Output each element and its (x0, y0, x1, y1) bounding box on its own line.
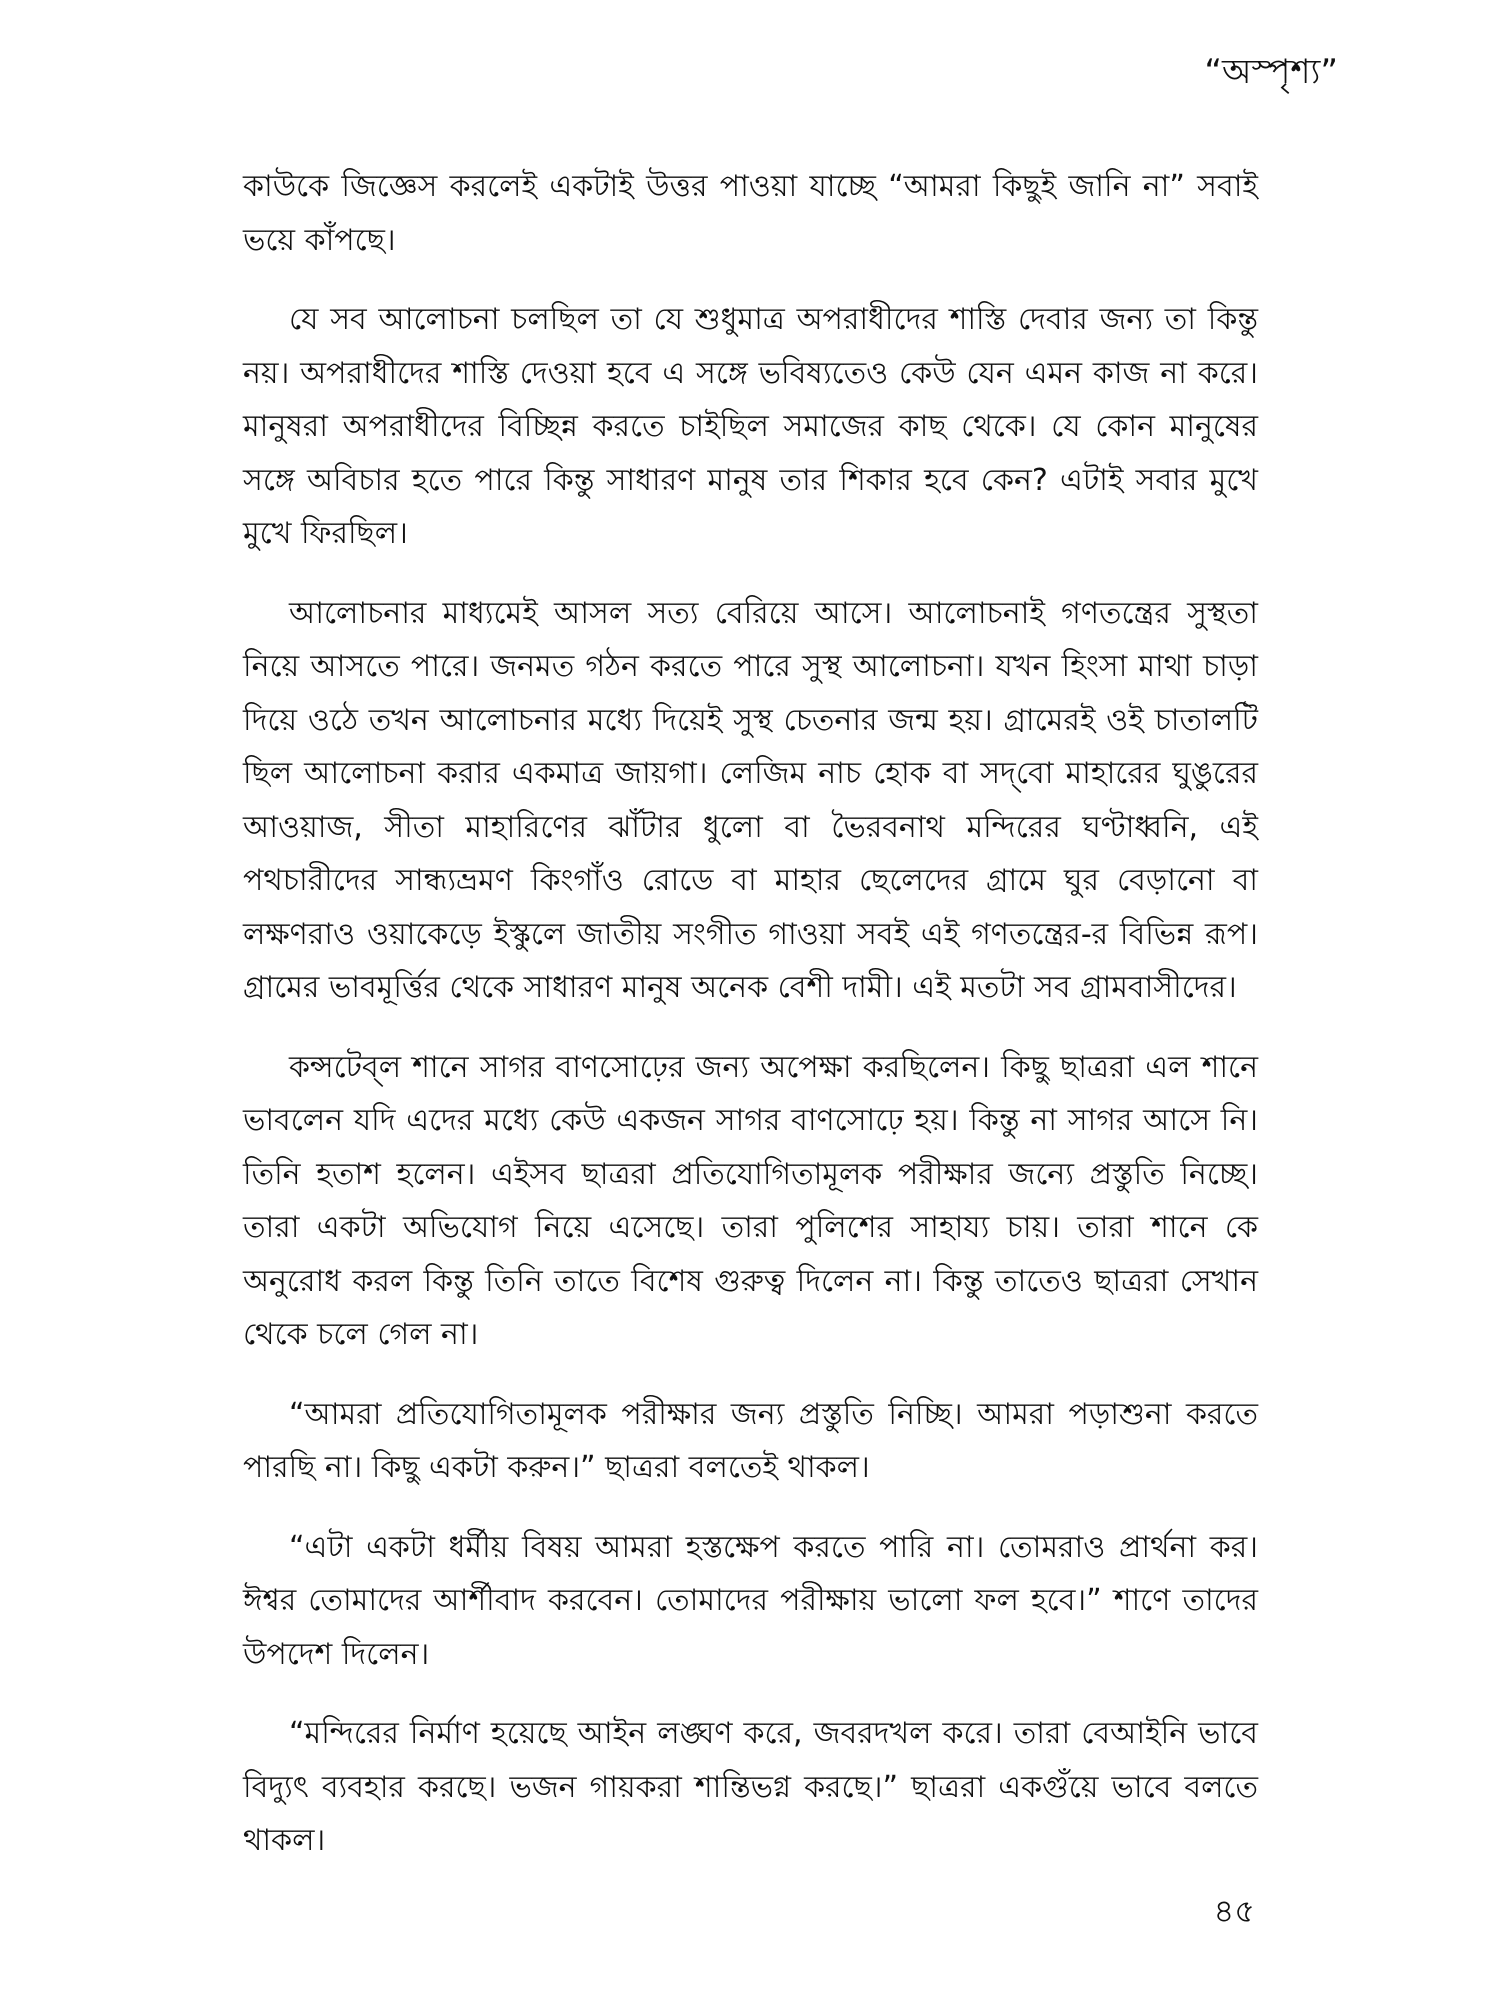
running-header: “অস্পৃশ্য” (1204, 52, 1338, 92)
body-text (243, 160, 1258, 1894)
paragraph: আলোচনার মাধ্যমেই আসল সত্য বেরিয়ে আসে। আলোচনাই গণতন্ত্রের সুস্থতা নিয়ে আসতে পারে। জনমত গঠন করতে পারে সুস্থ আলোচনা। যখন হিংসা মাথা চাড়া দিয়ে ওঠে তখন আলোচনার মধ্যে দিয়েই সুস্থ চেতনার জন্ম হয়। গ্রামেরই ওই চাতালটি ছিল আলোচনা করার একমাত্র জায়গা। লেজিম নাচ হোক বা সদ্‌বো মাহারের ঘুঙুরের আওয়াজ, সীতা মাহারিণের ঝাঁটার ধুলো বা ভৈরবনাথ মন্দিরের ঘণ্টাধ্বনি, এই পথচারীদের সান্ধ্যভ্রমণ কিংগাঁও রোডে বা মাহার ছেলেদের গ্রামে ঘুর বেড়ানো বা লক্ষণরাও ওয়াকেড়ে ইস্কুলে জাতীয় সংগীত গাওয়া সবই এই গণতন্ত্রের-র বিভিন্ন রূপ। গ্রামের ভাবমূর্ত্তির থেকে সাধারণ মানুষ অনেক বেশী দামী। এই মতটা সব গ্রামবাসীদের। (243, 595, 1258, 1005)
paragraph: কন্সটেব্‌ল শানে সাগর বাণসোঢ়ের জন্য অপেক্ষা করছিলেন। কিছু ছাত্ররা এল শানে ভাবলেন যদি এদের মধ্যে কেউ একজন সাগর বাণসোঢ়ে হয়। কিন্তু না সাগর আসে নি। তিনি হতাশ হলেন। এইসব ছাত্ররা প্রতিযোগিতামূলক পরীক্ষার জন্যে প্রস্তুতি নিচ্ছে। তারা একটা অভিযোগ নিয়ে এসেছে। তারা পুলিশের সাহায্য চায়। তারা শানে কে অনুরোধ করল কিন্তু তিনি তাতে বিশেষ গুরুত্ব দিলেন না। কিন্তু তাতেও ছাত্ররা সেখান থেকে চলে গেল না। (243, 1049, 1258, 1352)
page-number: ৪৫ (1213, 1891, 1255, 1930)
paragraph: “আমরা প্রতিযোগিতামূলক পরীক্ষার জন্য প্রস্তুতি নিচ্ছি। আমরা পড়াশুনা করতে পারছি না। কিছু একটা করুন।” ছাত্ররা বলতেই থাকল। (243, 1396, 1258, 1485)
paragraph: “এটা একটা ধর্মীয় বিষয় আমরা হস্তক্ষেপ করতে পারি না। তোমরাও প্রার্থনা কর। ঈশ্বর তোমাদের আর্শীবাদ করবেন। তোমাদের পরীক্ষায় ভালো ফল হবে।” শাণে তাদের উপদেশ দিলেন। (243, 1529, 1258, 1672)
paragraph: কাউকে জিজ্ঞেস করলেই একটাই উত্তর পাওয়া যাচ্ছে “আমরা কিছুই জানি না” সবাই ভয়ে কাঁপছে। (243, 169, 1258, 258)
paragraph: “মন্দিরের নির্মাণ হয়েছে আইন লঙ্ঘণ করে, জবরদখল করে। তারা বেআইনি ভাবে বিদ্যুৎ ব্যবহার করছে। ভজন গায়করা শান্তিভগ্ন করছে।” ছাত্ররা একগুঁয়ে ভাবে বলতে থাকল। (243, 1716, 1258, 1858)
paragraph: যে সব আলোচনা চলছিল তা যে শুধুমাত্র অপরাধীদের শাস্তি দেবার জন্য তা কিন্তু নয়। অপরাধীদের শাস্তি দেওয়া হবে এ সঙ্গে ভবিষ্যতেও কেউ যেন এমন কাজ না করে। মানুষরা অপরাধীদের বিচ্ছিন্ন করতে চাইছিল সমাজের কাছ থেকে। যে কোন মানুষের সঙ্গে অবিচার হতে পারে কিন্তু সাধারণ মানুষ তার শিকার হবে কেন? এটাই সবার মুখে মুখে ফিরছিল। (243, 302, 1258, 551)
